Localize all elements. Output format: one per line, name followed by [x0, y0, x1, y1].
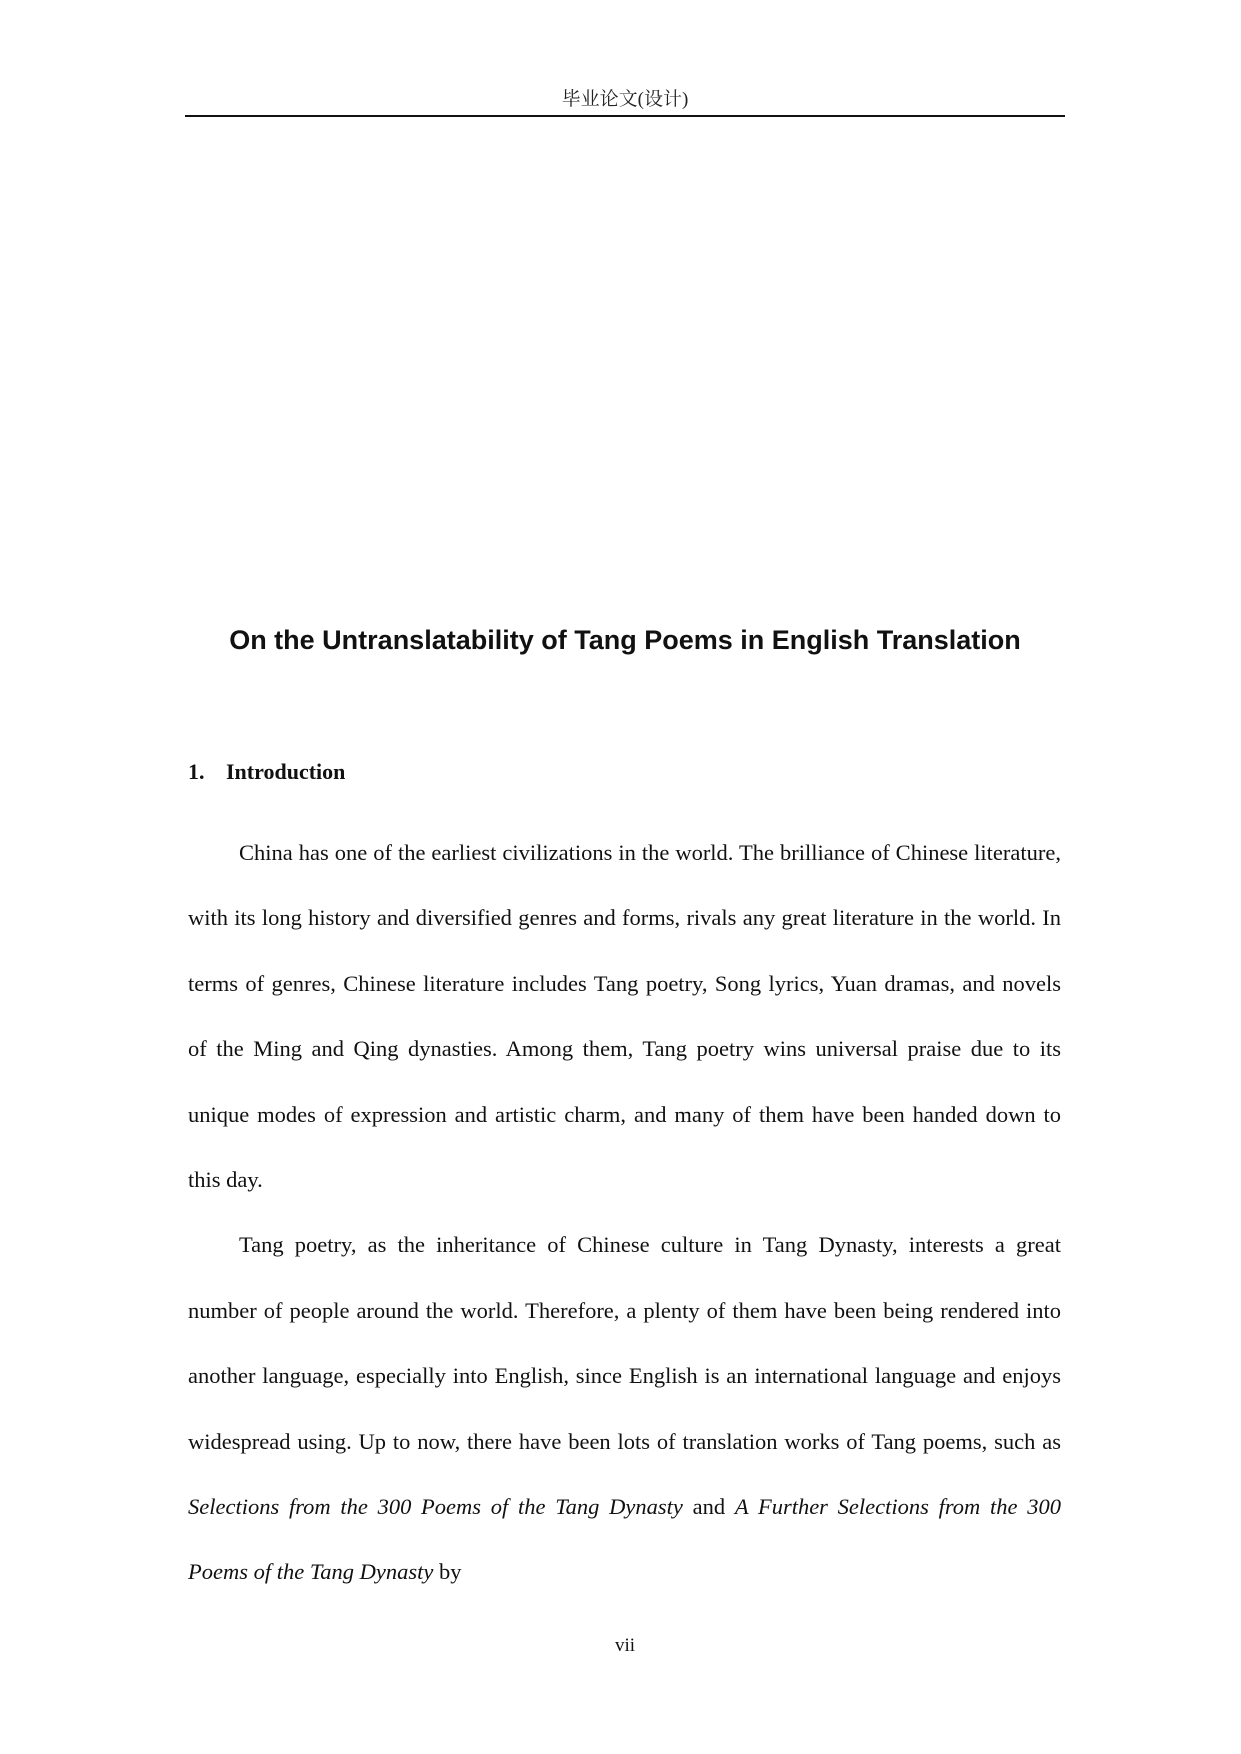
section-heading — [188, 757, 345, 787]
paragraph-2-text-a: Tang poetry, as the inheritance of Chinese culture in Tang Dynasty, interests a great number of people around the world. Therefore, a plenty of them have been being rendered into another language, especially into English, since English is an international language and enjoys widespread using. Up to now, there have been lots of translation works of Tang poems, such as — [188, 1232, 1061, 1454]
section-number: 1. — [188, 759, 205, 784]
body-text — [188, 820, 1061, 1605]
section-title: Introduction — [226, 759, 346, 784]
paragraph-2 — [188, 1212, 1061, 1604]
paper-title: On the Untranslatability of Tang Poems in English Translation — [229, 625, 1021, 655]
paragraph-2-text-c: by — [433, 1559, 462, 1585]
book-title-1: Selections from the 300 Poems of the Tang Dynasty — [188, 1494, 683, 1520]
running-header: 毕业论文(设计) — [561, 89, 689, 110]
page-number: vii — [614, 1635, 636, 1656]
paragraph-2-text-b: and — [682, 1494, 735, 1520]
header-rule — [185, 115, 1065, 117]
book-title-2: A Further Selections from the 300 Poems of the Tang Dynasty — [188, 1494, 1062, 1585]
paragraph-1: China has one of the earliest civilizations in the world. The brilliance of Chinese literature, with its long history and diversified genres and forms, rivals any great literature in the world. In terms of genres, Chinese literature includes Tang poetry, Song lyrics, Yuan dramas, and novels of the Ming and Qing dynasties. Among them, Tang poetry wins universal praise due to its unique modes of expression and artistic charm, and many of them have been handed down to this day. — [188, 840, 1061, 1193]
